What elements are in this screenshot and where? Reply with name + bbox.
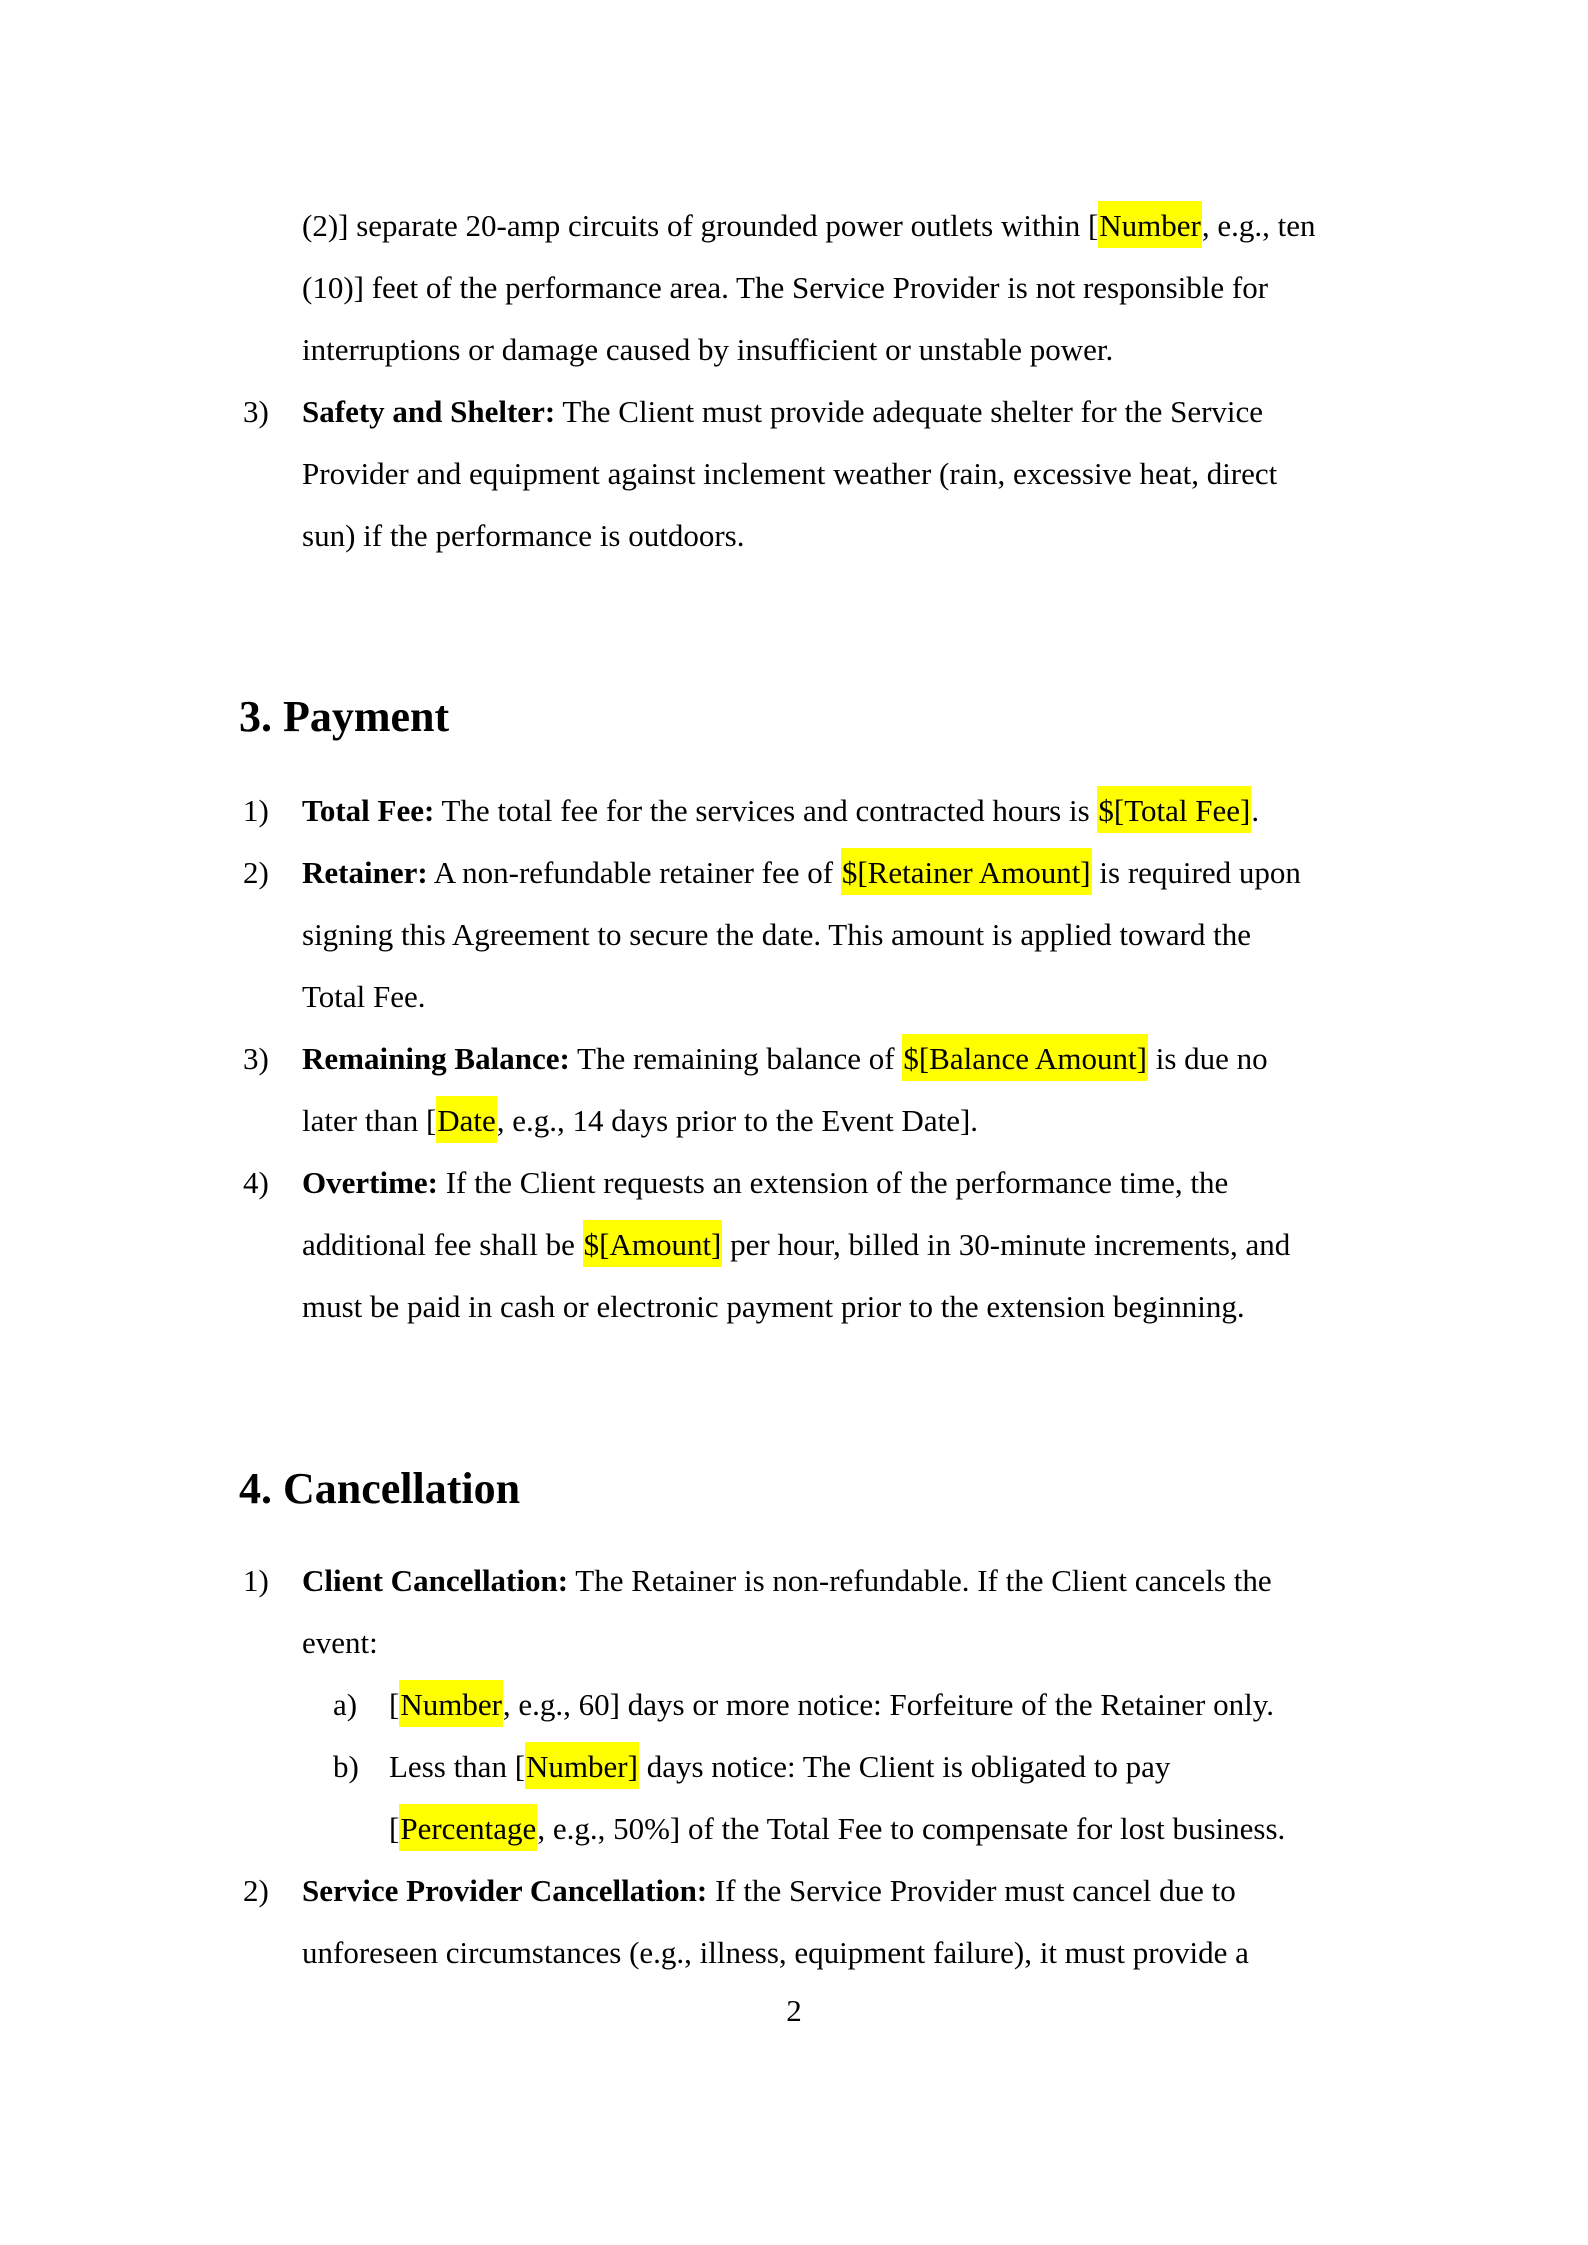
- text-segment: (2)] separate 20-amp circuits of grounded power outlets within [: [302, 208, 1099, 243]
- text-segment: Overtime:: [302, 1165, 438, 1200]
- text-line: [243, 1561, 1272, 1601]
- text-line: [302, 1101, 978, 1141]
- text-segment: is required upon: [1091, 855, 1301, 890]
- section-heading: [239, 1462, 520, 1516]
- text-line: [302, 977, 426, 1017]
- section-heading: [239, 690, 449, 744]
- text-line: [302, 915, 1251, 955]
- text-segment: sun) if the performance is outdoors.: [302, 518, 745, 553]
- text-line: [302, 206, 1316, 246]
- list-marker: a): [333, 1687, 358, 1722]
- text-line: [243, 1163, 1229, 1203]
- text-segment: Retainer:: [302, 855, 428, 890]
- highlighted-placeholder: $[Amount]: [583, 1220, 723, 1267]
- text-line: [243, 1871, 1236, 1911]
- text-line: [302, 1225, 1290, 1265]
- text-segment: The total fee for the services and contracted hours is: [434, 793, 1098, 828]
- text-segment: unforeseen circumstances (e.g., illness, equipment failure), it must provide a: [302, 1935, 1249, 1970]
- text-line: [302, 330, 1113, 370]
- highlighted-placeholder: Percentage: [399, 1804, 537, 1851]
- list-marker: 3): [243, 394, 269, 429]
- text-segment: Client Cancellation:: [302, 1563, 569, 1598]
- text-segment: If the Client requests an extension of the performance time, the: [437, 1165, 1229, 1200]
- text-segment: signing this Agreement to secure the date. This amount is applied toward the: [302, 917, 1252, 952]
- highlighted-placeholder: $[Total Fee]: [1097, 786, 1251, 833]
- text-segment: , e.g., 50%] of the Total Fee to compensate for lost business.: [537, 1811, 1286, 1846]
- text-line: [302, 1933, 1249, 1973]
- text-segment: later than [: [302, 1103, 437, 1138]
- highlighted-placeholder: Number]: [525, 1742, 639, 1789]
- text-segment: is due no: [1148, 1041, 1268, 1076]
- text-segment: Safety and Shelter:: [302, 394, 556, 429]
- highlighted-placeholder: Number: [1098, 201, 1202, 248]
- list-marker: 1): [243, 1563, 269, 1598]
- text-segment: , e.g., ten: [1201, 208, 1316, 243]
- highlighted-placeholder: $[Retainer Amount]: [841, 848, 1092, 895]
- text-line: [333, 1685, 1274, 1725]
- text-segment: Remaining Balance:: [302, 1041, 570, 1076]
- text-line: [302, 1287, 1245, 1327]
- text-line: [243, 392, 1264, 432]
- text-segment: additional fee shall be: [302, 1227, 583, 1262]
- list-marker: 2): [243, 1873, 269, 1908]
- highlighted-placeholder: Date: [436, 1096, 497, 1143]
- text-segment: interruptions or damage caused by insufficient or unstable power.: [302, 332, 1114, 367]
- text-segment: Provider and equipment against inclement weather (rain, excessive heat, direct: [302, 456, 1278, 491]
- text-segment: Total Fee:: [302, 793, 435, 828]
- text-line: [302, 268, 1268, 308]
- page-number: 2: [786, 1993, 802, 2028]
- text-segment: Total Fee.: [302, 979, 426, 1014]
- text-segment: event:: [302, 1625, 378, 1660]
- highlighted-placeholder: $[Balance Amount]: [902, 1034, 1148, 1081]
- list-marker: 2): [243, 855, 269, 890]
- text-line: [243, 1039, 1268, 1079]
- text-segment: per hour, billed in 30-minute increments, and: [722, 1227, 1291, 1262]
- list-marker: 4): [243, 1165, 269, 1200]
- text-segment: .: [1251, 793, 1260, 828]
- text-line: [302, 454, 1277, 494]
- list-marker: 3): [243, 1041, 269, 1076]
- text-segment: The remaining balance of: [569, 1041, 903, 1076]
- text-line: [243, 791, 1260, 831]
- text-line: [243, 853, 1301, 893]
- text-segment: The Client must provide adequate shelter for the Service: [555, 394, 1264, 429]
- text-segment: The Retainer is non-refundable. If the Client cancels the: [568, 1563, 1272, 1598]
- text-segment: (10)] feet of the performance area. The Service Provider is not responsible for: [302, 270, 1269, 305]
- text-segment: [: [389, 1811, 400, 1846]
- text-line: [389, 1809, 1285, 1849]
- text-segment: , e.g., 60] days or more notice: Forfeiture of the Retainer only.: [502, 1687, 1274, 1722]
- text-segment: [: [389, 1687, 400, 1722]
- text-segment: 4. Cancellation: [239, 1464, 521, 1513]
- text-segment: Less than [: [389, 1749, 526, 1784]
- text-segment: must be paid in cash or electronic payment prior to the extension beginning.: [302, 1289, 1245, 1324]
- text-line: [333, 1747, 1171, 1787]
- text-line: [302, 516, 745, 556]
- text-line: [302, 1623, 378, 1663]
- text-segment: Service Provider Cancellation:: [302, 1873, 708, 1908]
- list-marker: 1): [243, 793, 269, 828]
- text-segment: days notice: The Client is obligated to pay: [638, 1749, 1171, 1784]
- text-segment: A non-refundable retainer fee of: [427, 855, 841, 890]
- text-segment: If the Service Provider must cancel due to: [707, 1873, 1236, 1908]
- highlighted-placeholder: Number: [399, 1680, 503, 1727]
- list-marker: b): [333, 1749, 359, 1784]
- text-segment: , e.g., 14 days prior to the Event Date].: [496, 1103, 979, 1138]
- text-segment: 3. Payment: [239, 692, 450, 741]
